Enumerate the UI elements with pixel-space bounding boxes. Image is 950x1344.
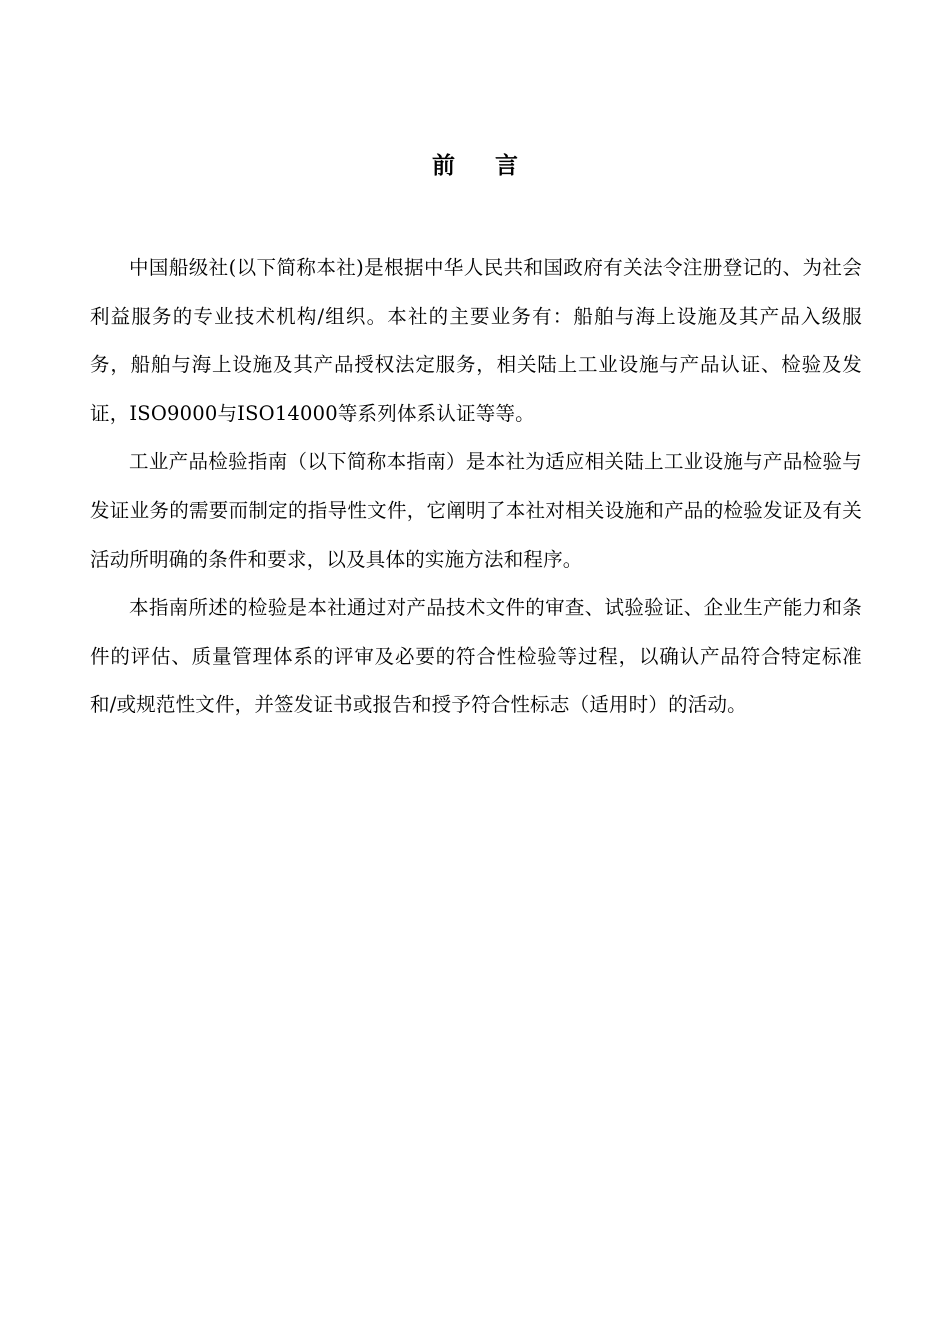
paragraph-2: 工业产品检验指南（以下简称本指南）是本社为适应相关陆上工业设施与产品检验与发证业务的需要而制定的指导性文件，它阐明了本社对相关设施和产品的检验发证及有关活动所明确的条件和要求，以及具体的实施方法和程序。 [90, 450, 862, 571]
paragraph-1: 中国船级社(以下简称本社)是根据中华人民共和国政府有关法令注册登记的、为社会利益服务的专业技术机构/组织。本社的主要业务有：船舶与海上设施及其产品入级服务，船舶与海上设施及其产品授权法定服务，相关陆上工业设施与产品认证、检验及发证，ISO9000与ISO14000等系列体系认证等等。 [90, 256, 862, 425]
paragraph-3: 本指南所述的检验是本社通过对产品技术文件的审查、试验验证、企业生产能力和条件的评估、质量管理体系的评审及必要的符合性检验等过程，以确认产品符合特定标准和/或规范性文件，并签发证书或报告和授予符合性标志（适用时）的活动。 [90, 596, 862, 717]
document-body [90, 244, 862, 730]
page-title: 前言 [432, 152, 558, 179]
